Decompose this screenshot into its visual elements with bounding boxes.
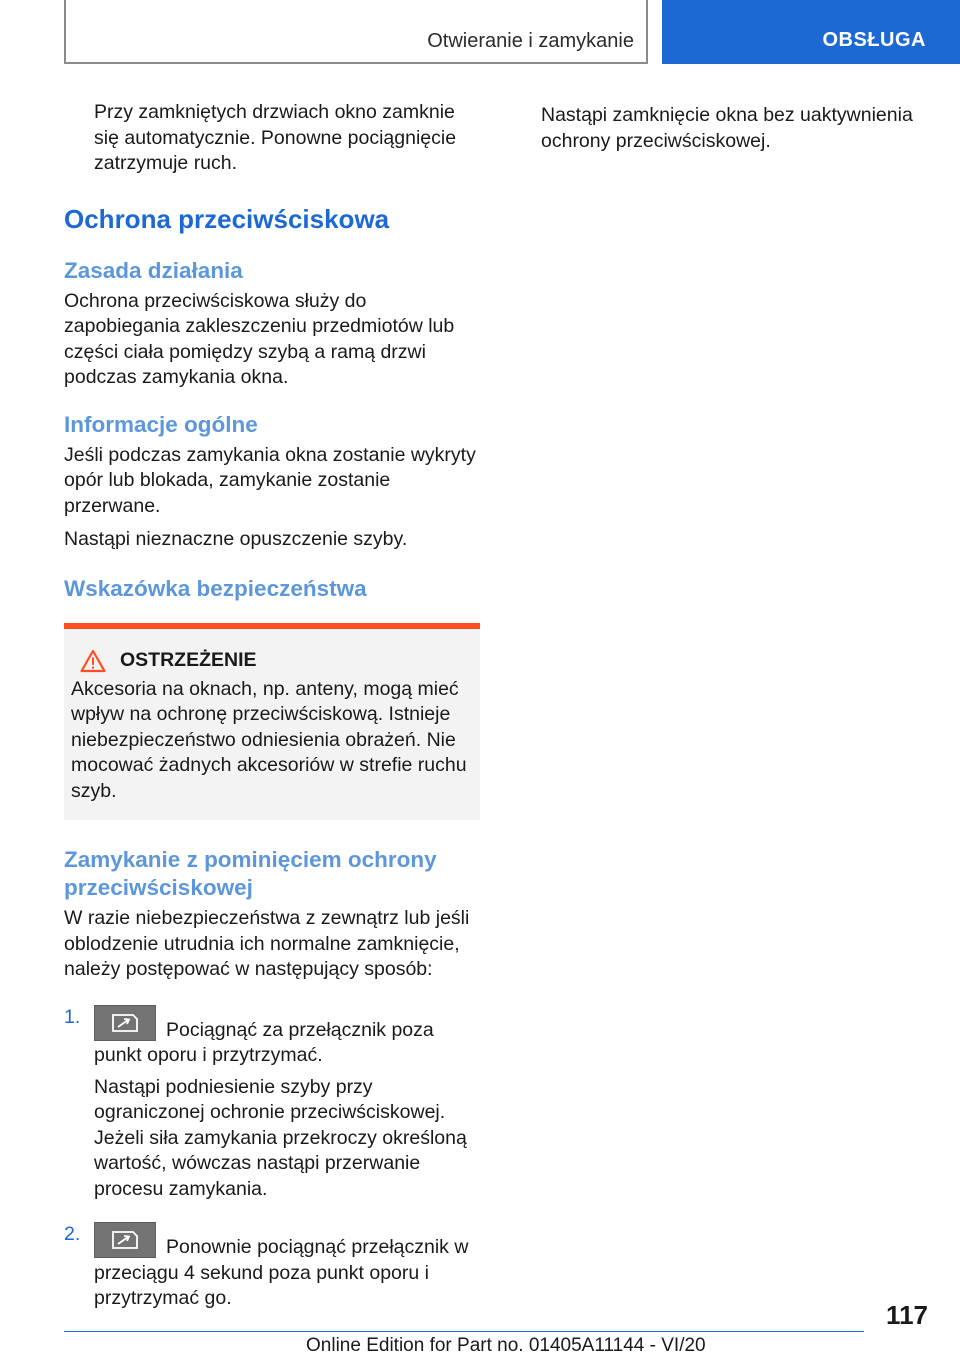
- general-paragraph-2: Nastąpi nieznaczne opuszczenie szyby.: [64, 528, 408, 550]
- warning-header: [71, 649, 472, 673]
- warning-box: [64, 623, 480, 821]
- main-heading: Ochrona przeciwściskowa: [64, 203, 390, 234]
- step-1: [64, 1005, 480, 1203]
- principle-paragraph: Ochrona przeciwściskowa służy do zapobiegania zakleszczeniu przedmiotów lub części ciała pomiędzy szybą a ramą drzwi podczas zamykania okna.: [64, 289, 455, 388]
- general-paragraph-1: Jeśli podczas zamykania okna zostanie wykryty opór lub blokada, zamykanie zostanie przerwane.: [64, 443, 476, 517]
- heading-principle: Zasada działania: [64, 257, 243, 283]
- page-number: 117: [886, 1300, 928, 1330]
- header-frame: [64, 0, 648, 64]
- step-number: 1.: [64, 1005, 81, 1028]
- window-switch-icon: [94, 1005, 156, 1041]
- step-text: Ponownie pociągnąć przełącznik w przeciągu 4 sekund poza punkt oporu i przytrzymać go.: [94, 1222, 480, 1312]
- step-number: 2.: [64, 1223, 81, 1245]
- chapter-tab: [662, 0, 960, 64]
- step-note: Nastąpi podniesienie szyby przy ograniczonej ochronie przeciwściskowej. Jeżeli siła zamykania przekroczy określoną wartość, wówczas nastąpi przerwanie procesu zamykania.: [94, 1075, 467, 1200]
- warning-label: OSTRZEŻENIE: [120, 649, 257, 671]
- override-paragraph: W razie niebezpieczeństwa z zewnątrz lub jeśli oblodzenie utrudnia ich normalne zamknięcie, należy postępować w następujący sposób:: [64, 907, 470, 980]
- heading-safety: Wskazówka bezpieczeństwa: [64, 575, 367, 601]
- left-column: [64, 100, 480, 1312]
- step-text: Pociągnąć za przełącznik poza punkt oporu i przytrzymać.: [94, 1005, 480, 1069]
- footer-rule: [64, 1331, 864, 1332]
- warning-triangle-icon: [80, 649, 106, 673]
- heading-override: Zamykanie z pominięciem ochrony przeciwściskowej: [64, 847, 437, 900]
- footer-edition: Online Edition for Part no. 01405A11144 - VI/20: [306, 1335, 706, 1356]
- warning-text: Akcesoria na oknach, np. anteny, mogą mieć wpływ na ochronę przeciwściskową. Istnieje niebezpieczeństwo odniesienia obrażeń. Nie mocować żadnych akcesoriów w strefie ruchu szyb.: [71, 677, 467, 802]
- window-switch-icon: [94, 1222, 156, 1258]
- intro-paragraph: Przy zamkniętych drzwiach okno zamknie się automatycznie. Ponowne pociągnięcie zatrzymuje ruch.: [94, 101, 457, 174]
- heading-general: Informacje ogólne: [64, 411, 258, 437]
- right-column: [541, 103, 921, 154]
- section-title: Otwieranie i zamykanie: [427, 30, 634, 52]
- right-paragraph: Nastąpi zamknięcie okna bez uaktywnienia ochrony przeciwściskowej.: [541, 104, 913, 152]
- step-2: [64, 1222, 480, 1312]
- chapter-tab-label: OBSŁUGA: [822, 29, 926, 51]
